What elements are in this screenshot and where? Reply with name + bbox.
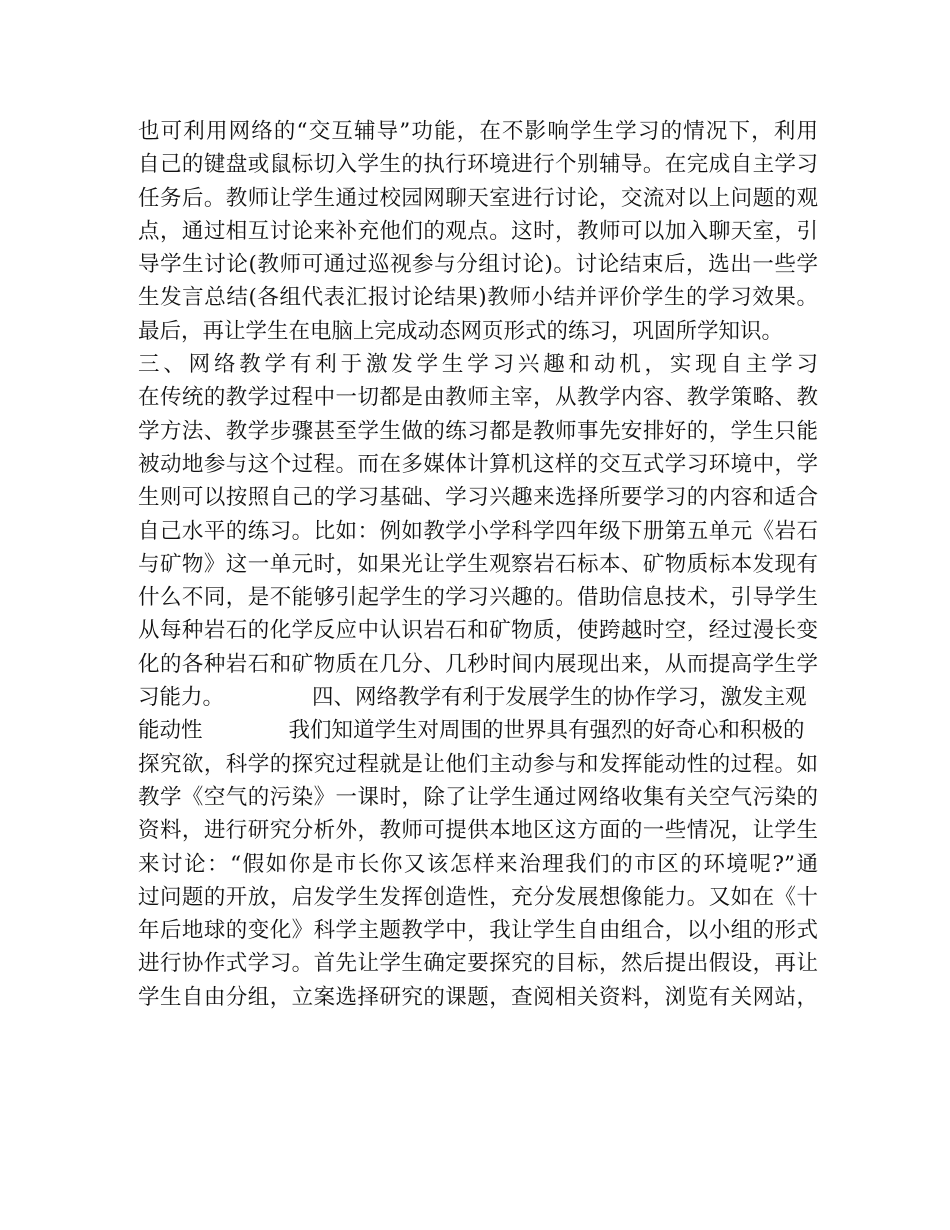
body-text [138,115,818,1014]
text-line: 被动地参与这个过程。而在多媒体计算机这样的交互式学习环境中，学 [138,451,818,477]
section-heading-3: 三、网络教学有利于激发学生学习兴趣和动机，实现自主学习 [138,352,818,378]
text-line: 最后，再让学生在电脑上完成动态网页形式的练习，巩固所学知识。 [138,318,784,344]
section-heading-4-cont: 能动性 [138,718,203,744]
text-line: 也可利用网络的“交互辅导”功能，在不影响学生学习的情况下，利用 [138,119,818,144]
text-line: 过问题的开放，启发学生发挥创造性，充分发展想像能力。又如在《十 [138,884,818,910]
text-line: 导学生讨论(教师可通过巡视参与分组讨论)。讨论结束后，选出一些学 [138,252,818,278]
text-line: 生发言总结(各组代表汇报讨论结果)教师小结并评价学生的学习效果。 [138,285,818,311]
text-line: 任务后。教师让学生通过校园网聊天室进行讨论，交流对以上问题的观 [138,185,818,211]
text-line: 在传统的教学过程中一切都是由教师主宰，从教学内容、教学策略、教 [138,385,818,411]
text-line: 进行协作式学习。首先让学生确定要探究的目标，然后提出假设，再让 [138,951,818,977]
section-heading-4: 四、网络教学有利于发展学生的协作学习，激发主观 [312,685,807,711]
text-line: 来讨论：“假如你是市长你又该怎样来治理我们的市区的环境呢?”通 [138,851,818,877]
text-line: 年后地球的变化》科学主题教学中，我让学生自由组合，以小组的形式 [138,918,818,944]
text-line: 生则可以按照自己的学习基础、学习兴趣来选择所要学习的内容和适合 [138,485,818,511]
text-line: 学方法、教学步骤甚至学生做的练习都是教师事先安排好的，学生只能 [138,418,818,444]
text-line: 自己水平的练习。比如：例如教学小学科学四年级下册第五单元《岩石 [138,518,818,544]
text-line: 点，通过相互讨论来补充他们的观点。这时，教师可以加入聊天室，引 [138,218,818,244]
text-fragment: 习能力。 [138,685,225,711]
text-line: 从每种岩石的化学反应中认识岩石和矿物质，使跨越时空，经过漫长变 [138,618,818,644]
text-line: 什么不同，是不能够引起学生的学习兴趣的。借助信息技术，引导学生 [138,585,818,611]
text-line: 化的各种岩石和矿物质在几分、几秒时间内展现出来，从而提高学生学 [138,651,818,677]
mixed-line [138,681,818,714]
text-line: 资料，进行研究分析外，教师可提供本地区这方面的一些情况，让学生 [138,818,818,844]
text-line: 学生自由分组，立案选择研究的课题，查阅相关资料，浏览有关网站， [138,984,818,1010]
text-line: 与矿物》这一单元时，如果光让学生观察岩石标本、矿物质标本发现有 [138,551,818,577]
text-line: 自己的键盘或鼠标切入学生的执行环境进行个别辅导。在完成自主学习 [138,152,818,178]
text-line: 探究欲，科学的探究过程就是让他们主动参与和发挥能动性的过程。如 [138,751,818,777]
text-fragment: 我们知道学生对周围的世界具有强烈的好奇心和积极的 [288,718,805,744]
mixed-line [138,714,818,747]
text-line: 教学《空气的污染》一课时，除了让学生通过网络收集有关空气污染的 [138,784,818,810]
